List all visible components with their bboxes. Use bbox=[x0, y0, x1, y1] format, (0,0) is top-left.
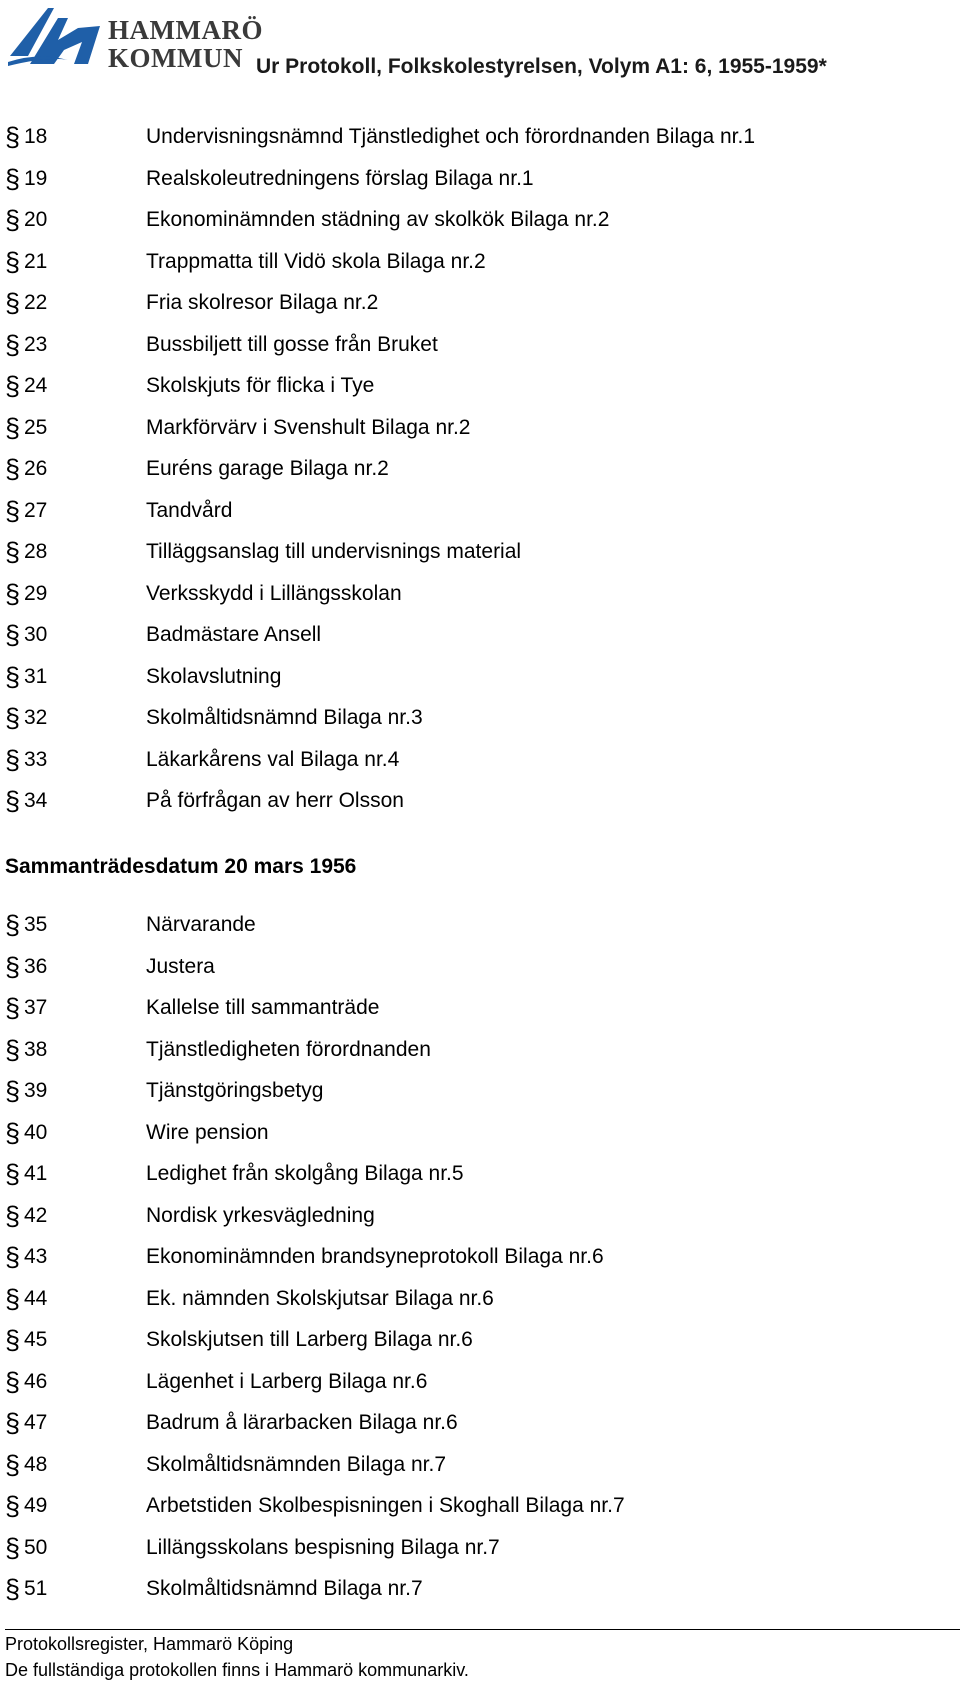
section-symbol-icon: § bbox=[5, 661, 21, 692]
paragraph-number: 50 bbox=[24, 1535, 48, 1559]
paragraph-title: Badrum å lärarbacken Bilaga nr.6 bbox=[146, 1411, 458, 1434]
paragraph-number: 41 bbox=[24, 1162, 48, 1185]
paragraph-number: 28 bbox=[24, 540, 48, 563]
list-item bbox=[0, 330, 960, 360]
paragraph-title: Skolavslutning bbox=[146, 664, 282, 688]
section-symbol-icon: § bbox=[5, 205, 21, 235]
paragraph-title: På förfrågan av herr Olsson bbox=[146, 789, 404, 812]
logo-mark-icon bbox=[8, 4, 104, 70]
list-item bbox=[0, 1367, 960, 1397]
paragraph-title: Undervisningsnämnd Tjänstledighet och förordnanden Bilaga nr.1 bbox=[146, 125, 756, 148]
list-item bbox=[0, 1491, 960, 1521]
section-symbol-icon: § bbox=[5, 412, 21, 443]
paragraph-number: 22 bbox=[24, 291, 48, 314]
paragraph-number: 29 bbox=[24, 581, 48, 605]
list-item bbox=[0, 496, 960, 526]
list-item bbox=[0, 910, 960, 940]
section-symbol-icon: § bbox=[5, 1532, 21, 1563]
paragraph-title: Realskoleutredningens förslag Bilaga nr.1 bbox=[146, 166, 534, 190]
paragraph-number: 23 bbox=[24, 332, 48, 356]
list-item bbox=[0, 1284, 960, 1314]
list-item bbox=[0, 993, 960, 1023]
list-item bbox=[0, 786, 960, 816]
paragraph-title: Skolskjuts för flicka i Tye bbox=[146, 374, 375, 397]
list-item bbox=[0, 1325, 960, 1355]
paragraph-title: Kallelse till sammanträde bbox=[146, 996, 380, 1019]
paragraph-title: Skolmåltidsnämnd Bilaga nr.3 bbox=[146, 706, 423, 729]
paragraph-number: 31 bbox=[24, 664, 48, 688]
paragraph-title: Tjänstgöringsbetyg bbox=[146, 1079, 324, 1102]
paragraph-number: 26 bbox=[24, 457, 48, 480]
paragraph-number: 38 bbox=[24, 1037, 48, 1061]
paragraph-title: Tandvård bbox=[146, 498, 233, 522]
paragraph-number: 32 bbox=[24, 706, 48, 729]
paragraph-title: Badmästare Ansell bbox=[146, 623, 322, 646]
section-symbol-icon: § bbox=[5, 1117, 21, 1148]
page-header bbox=[0, 0, 960, 90]
section-symbol-icon: § bbox=[5, 1242, 21, 1272]
paragraph-number: 30 bbox=[24, 623, 48, 646]
section-symbol-icon: § bbox=[5, 1325, 21, 1355]
paragraph-number: 51 bbox=[24, 1577, 48, 1600]
paragraph-title: Skolmåltidsnämnd Bilaga nr.7 bbox=[146, 1577, 423, 1600]
paragraph-title: Tjänstledigheten förordnanden bbox=[146, 1037, 431, 1061]
paragraph-number: 47 bbox=[24, 1411, 48, 1434]
section-symbol-icon: § bbox=[5, 371, 21, 401]
footer-divider bbox=[5, 1629, 960, 1630]
paragraph-title: Lillängsskolans bespisning Bilaga nr.7 bbox=[146, 1535, 500, 1559]
paragraph-number: 48 bbox=[24, 1452, 48, 1476]
paragraph-number: 46 bbox=[24, 1369, 48, 1393]
paragraph-title: Markförvärv i Svenshult Bilaga nr.2 bbox=[146, 415, 471, 439]
list-item bbox=[0, 164, 960, 194]
section-symbol-icon: § bbox=[5, 454, 21, 484]
list-item bbox=[0, 413, 960, 443]
paragraph-title: Tilläggsanslag till undervisnings material bbox=[146, 540, 522, 563]
paragraph-title: Skolskjutsen till Larberg Bilaga nr.6 bbox=[146, 1328, 473, 1351]
section-symbol-icon: § bbox=[5, 1491, 21, 1521]
paragraph-number: 40 bbox=[24, 1120, 48, 1144]
paragraph-number: 42 bbox=[24, 1203, 48, 1227]
paragraph-title: Nordisk yrkesvägledning bbox=[146, 1203, 375, 1227]
section-symbol-icon: § bbox=[5, 1076, 21, 1106]
section-symbol-icon: § bbox=[5, 744, 21, 775]
paragraph-number: 27 bbox=[24, 498, 48, 522]
section-symbol-icon: § bbox=[5, 786, 21, 816]
paragraph-number: 44 bbox=[24, 1286, 48, 1310]
paragraph-number: 43 bbox=[24, 1245, 48, 1268]
paragraph-number: 25 bbox=[24, 415, 48, 439]
list-item bbox=[0, 579, 960, 609]
section-symbol-icon: § bbox=[5, 1200, 21, 1231]
section-symbol-icon: § bbox=[5, 578, 21, 609]
list-item bbox=[0, 288, 960, 318]
section-symbol-icon: § bbox=[5, 1449, 21, 1480]
list-item bbox=[0, 620, 960, 650]
paragraph-title: Ekonominämnden brandsyneprotokoll Bilaga nr.6 bbox=[146, 1245, 604, 1268]
paragraph-number: 37 bbox=[24, 996, 48, 1019]
paragraph-title: Fria skolresor Bilaga nr.2 bbox=[146, 291, 379, 314]
paragraph-title: Verksskydd i Lillängsskolan bbox=[146, 581, 402, 605]
list-item bbox=[0, 1533, 960, 1563]
paragraph-number: 19 bbox=[24, 166, 48, 190]
list-item bbox=[0, 1159, 960, 1189]
list-item bbox=[0, 247, 960, 277]
list-item bbox=[0, 1450, 960, 1480]
paragraph-number: 33 bbox=[24, 747, 48, 771]
paragraph-title: Ledighet från skolgång Bilaga nr.5 bbox=[146, 1162, 464, 1185]
paragraph-number: 21 bbox=[24, 249, 48, 273]
paragraph-title: Arbetstiden Skolbespisningen i Skoghall Bilaga nr.7 bbox=[146, 1494, 625, 1517]
paragraph-title: Läkarkårens val Bilaga nr.4 bbox=[146, 747, 400, 771]
list-item bbox=[0, 122, 960, 152]
list-item bbox=[0, 1574, 960, 1604]
section-symbol-icon: § bbox=[5, 993, 21, 1023]
section-symbol-icon: § bbox=[5, 537, 21, 567]
section-symbol-icon: § bbox=[5, 1034, 21, 1065]
list-item bbox=[0, 703, 960, 733]
footer-line-1: Protokollsregister, Hammarö Köping bbox=[5, 1634, 294, 1654]
paragraph-title: Trappmatta till Vidö skola Bilaga nr.2 bbox=[146, 249, 486, 273]
paragraph-title: Ek. nämnden Skolskjutsar Bilaga nr.6 bbox=[146, 1286, 494, 1310]
list-item bbox=[0, 1242, 960, 1272]
paragraph-number: 36 bbox=[24, 954, 48, 978]
paragraph-title: Närvarande bbox=[146, 913, 256, 936]
list-item bbox=[0, 454, 960, 484]
logo-line-2: KOMMUN bbox=[108, 43, 243, 73]
hammaro-kommun-logo bbox=[8, 4, 263, 74]
paragraph-title: Wire pension bbox=[146, 1120, 269, 1144]
footer-line-2: De fullständiga protokollen finns i Hammarö kommunarkiv. bbox=[5, 1660, 469, 1680]
list-item bbox=[0, 371, 960, 401]
section-symbol-icon: § bbox=[5, 163, 21, 194]
list-item bbox=[0, 1035, 960, 1065]
section-symbol-icon: § bbox=[5, 1159, 21, 1189]
paragraph-number: 35 bbox=[24, 913, 48, 936]
section-symbol-icon: § bbox=[5, 703, 21, 733]
list-item bbox=[0, 537, 960, 567]
paragraph-title: Euréns garage Bilaga nr.2 bbox=[146, 457, 389, 480]
paragraph-number: 34 bbox=[24, 789, 48, 812]
section-symbol-icon: § bbox=[5, 288, 21, 318]
paragraph-number: 49 bbox=[24, 1494, 48, 1517]
list-item bbox=[0, 1408, 960, 1438]
paragraph-number: 20 bbox=[24, 208, 48, 231]
list-item bbox=[0, 662, 960, 692]
paragraph-title: Skolmåltidsnämnden Bilaga nr.7 bbox=[146, 1452, 447, 1476]
section-symbol-icon: § bbox=[5, 1366, 21, 1397]
paragraph-title: Justera bbox=[146, 954, 215, 978]
section-symbol-icon: § bbox=[5, 951, 21, 982]
logo-line-1: HAMMARÖ bbox=[108, 15, 263, 45]
section-symbol-icon: § bbox=[5, 1408, 21, 1438]
list-item bbox=[0, 205, 960, 235]
section-symbol-icon: § bbox=[5, 122, 21, 152]
section-symbol-icon: § bbox=[5, 495, 21, 526]
section-symbol-icon: § bbox=[5, 1283, 21, 1314]
list-item bbox=[0, 1201, 960, 1231]
paragraph-number: 24 bbox=[24, 374, 48, 397]
paragraph-title: Bussbiljett till gosse från Bruket bbox=[146, 332, 438, 356]
section-symbol-icon: § bbox=[5, 246, 21, 277]
list-item bbox=[0, 745, 960, 775]
paragraph-number: 39 bbox=[24, 1079, 48, 1102]
list-item bbox=[0, 1118, 960, 1148]
section-symbol-icon: § bbox=[5, 620, 21, 650]
section-symbol-icon: § bbox=[5, 329, 21, 360]
paragraph-title: Lägenhet i Larberg Bilaga nr.6 bbox=[146, 1369, 428, 1393]
list-item bbox=[0, 952, 960, 982]
paragraph-title: Ekonominämnden städning av skolkök Bilaga nr.2 bbox=[146, 208, 610, 231]
section-symbol-icon: § bbox=[5, 910, 21, 940]
paragraph-number: 18 bbox=[24, 125, 48, 148]
logo-wordmark bbox=[108, 16, 263, 72]
list-item bbox=[0, 1076, 960, 1106]
document-title: Ur Protokoll, Folkskolestyrelsen, Volym A1: 6, 1955-1959* bbox=[256, 55, 827, 78]
paragraph-number: 45 bbox=[24, 1328, 48, 1351]
section-heading: Sammanträdesdatum 20 mars 1956 bbox=[5, 855, 357, 878]
section-symbol-icon: § bbox=[5, 1574, 21, 1604]
